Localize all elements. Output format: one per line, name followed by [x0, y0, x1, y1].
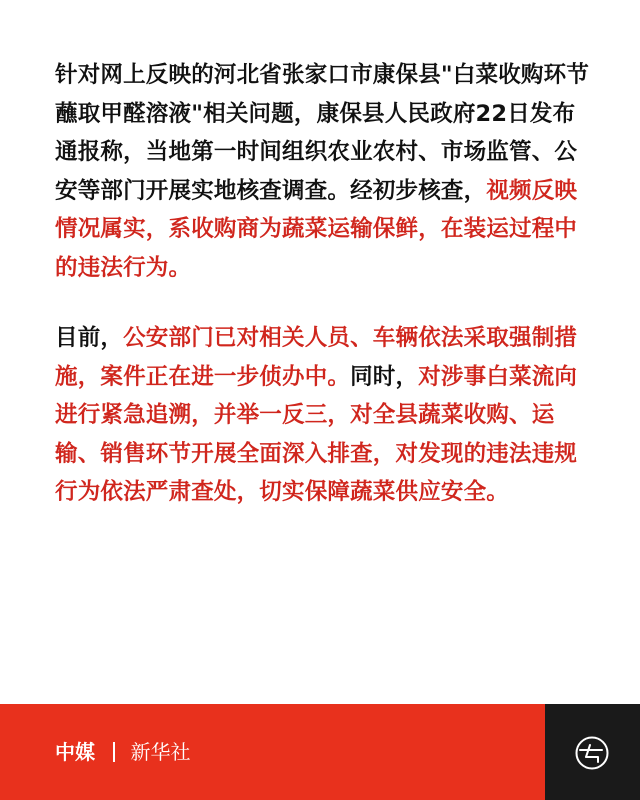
footer-brand [55, 737, 191, 767]
paragraph-1-highlight: 视频反映情况属实，系收购商为蔬菜运输保鲜，在装运过程中的违法行为。 [55, 177, 578, 281]
footer-brand-panel [0, 704, 545, 800]
paragraph-2-text-1: 目前， [55, 325, 124, 351]
paragraph-2 [55, 319, 590, 512]
paragraph-2-text-2: 同时， [350, 363, 419, 390]
footer-bar [0, 704, 640, 800]
paragraph-1-text: 针对网上反映的河北省张家口市康保县"白菜收购环节蘸取甲醛溶液"相关问题，康保县人民政府22日发布通报称，当地第一时间组织农业农村、市场监管、公安等部门开展实地核查调查。经初步核查， [55, 62, 590, 204]
paragraph-2-highlight-2: 对涉事白菜流向进行紧急追溯，并举一反三，对全县蔬菜收购、运输、销售环节开展全面深入排查，对发现的违法违规行为依法严肃查处，切实保障蔬菜供应安全。 [55, 363, 578, 505]
article-body [55, 56, 590, 544]
chinese-media-logo-icon [574, 735, 610, 771]
paragraph-1 [55, 56, 590, 287]
source-name: 新华社 [130, 740, 191, 764]
paragraph-2-highlight-1: 公安部门已对相关人员、车辆依法采取强制措施，案件正在进一步侦办中。 [55, 325, 578, 390]
footer-logo-panel [545, 704, 640, 800]
brand-name: 中媒 [55, 740, 95, 764]
brand-divider [113, 742, 115, 762]
